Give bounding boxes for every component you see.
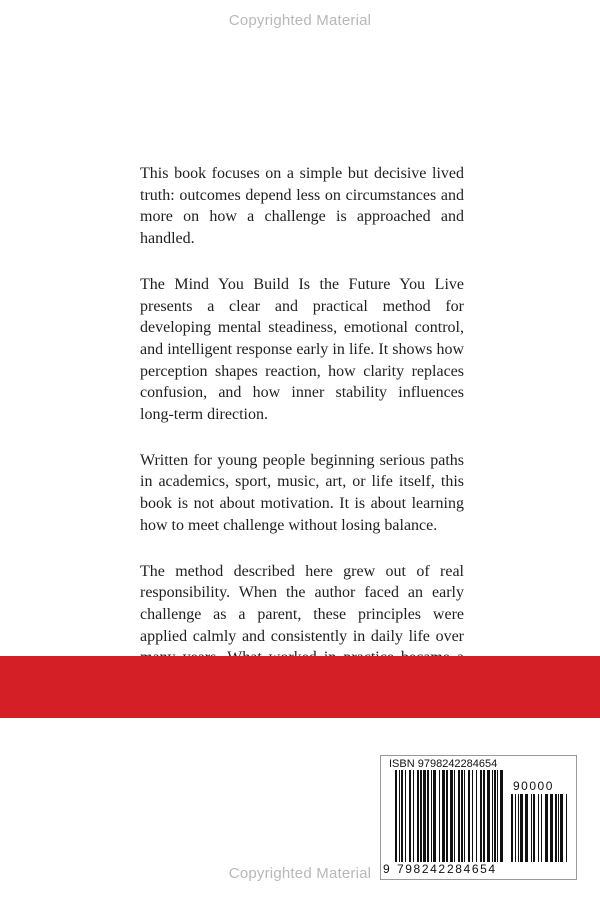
barcode-bar	[550, 794, 553, 862]
barcode-bar	[458, 770, 460, 862]
isbn-label: ISBN 9798242284654	[389, 758, 498, 770]
blurb-paragraph: The method described here grew out of real responsibility. When the author faced an early challenge as a parent, these principles were applied calmly and consistently in daily life over	[140, 562, 464, 645]
barcode-digits-right: 284654	[447, 862, 497, 876]
barcode-bar	[566, 794, 567, 862]
barcode-bar	[518, 794, 519, 862]
red-band	[0, 656, 600, 718]
barcode-bar	[511, 794, 513, 862]
barcode-bar	[472, 770, 473, 862]
barcode-bar	[492, 770, 493, 862]
blurb-paragraph: This book focuses on a simple but decisive lived truth: outcomes depend less on circumstances and more on how a challenge is approached and handled.	[140, 165, 464, 248]
barcode-bar	[433, 770, 436, 862]
back-cover-blurb	[140, 163, 464, 736]
barcode-bar	[560, 794, 563, 862]
barcode-bar	[427, 770, 429, 862]
barcode-bar	[497, 770, 498, 862]
barcode-bar	[423, 770, 426, 862]
barcode-bar	[431, 770, 432, 862]
barcode-bar	[450, 770, 453, 862]
barcode-bar	[409, 770, 411, 862]
barcode-bar	[468, 770, 470, 862]
barcode-bar	[413, 770, 414, 862]
barcode-bar	[461, 770, 463, 862]
barcode-bar	[531, 794, 532, 862]
barcode-bar	[446, 770, 448, 862]
barcode-bar	[401, 770, 403, 862]
barcode-first-digit: 9	[383, 862, 392, 876]
barcode-bar	[442, 770, 445, 862]
barcode-bar	[464, 770, 465, 862]
barcode-bar	[541, 794, 542, 862]
barcode-bar	[439, 770, 440, 862]
barcode-bar	[483, 770, 485, 862]
barcode-bar	[395, 770, 397, 862]
blurb-paragraph: The Mind You Build Is the Future You Live presents a clear and practical method for developing mental steadiness, emotional control, and intelligent response early in life. It shows how perception shapes reaction, how clarity replaces confusion, and how inner stability influences long-term direction.	[140, 275, 464, 424]
barcode-bar	[545, 794, 548, 862]
barcode-digits-left: 798242	[397, 862, 447, 876]
isbn-barcode	[380, 755, 577, 880]
barcode-bar	[515, 794, 516, 862]
barcode-bar	[420, 770, 422, 862]
barcode-bar	[417, 770, 419, 862]
barcode-bar	[454, 770, 455, 862]
barcode-bar	[399, 770, 400, 862]
barcode-bar	[494, 770, 496, 862]
price-code: 90000	[513, 779, 554, 793]
barcode-bar	[487, 770, 490, 862]
copyright-watermark-bottom: Copyrighted Material	[228, 865, 372, 882]
barcode-bar	[555, 794, 557, 862]
barcode-bar	[500, 770, 503, 862]
barcode-bar	[538, 794, 539, 862]
barcode-bars	[381, 756, 576, 879]
barcode-bar	[476, 770, 477, 862]
barcode-bar	[480, 770, 482, 862]
copyright-watermark-top: Copyrighted Material	[228, 12, 372, 29]
barcode-bar	[558, 794, 559, 862]
blurb-paragraph: Written for young people beginning serious paths in academics, sport, music, art, or life itself, this book is not about motivation. It is about learning how to meet challenge without losing balance.	[140, 451, 464, 534]
barcode-bar	[405, 770, 406, 862]
barcode-bar	[533, 794, 535, 862]
barcode-bar	[520, 794, 523, 862]
barcode-bar	[525, 794, 528, 862]
